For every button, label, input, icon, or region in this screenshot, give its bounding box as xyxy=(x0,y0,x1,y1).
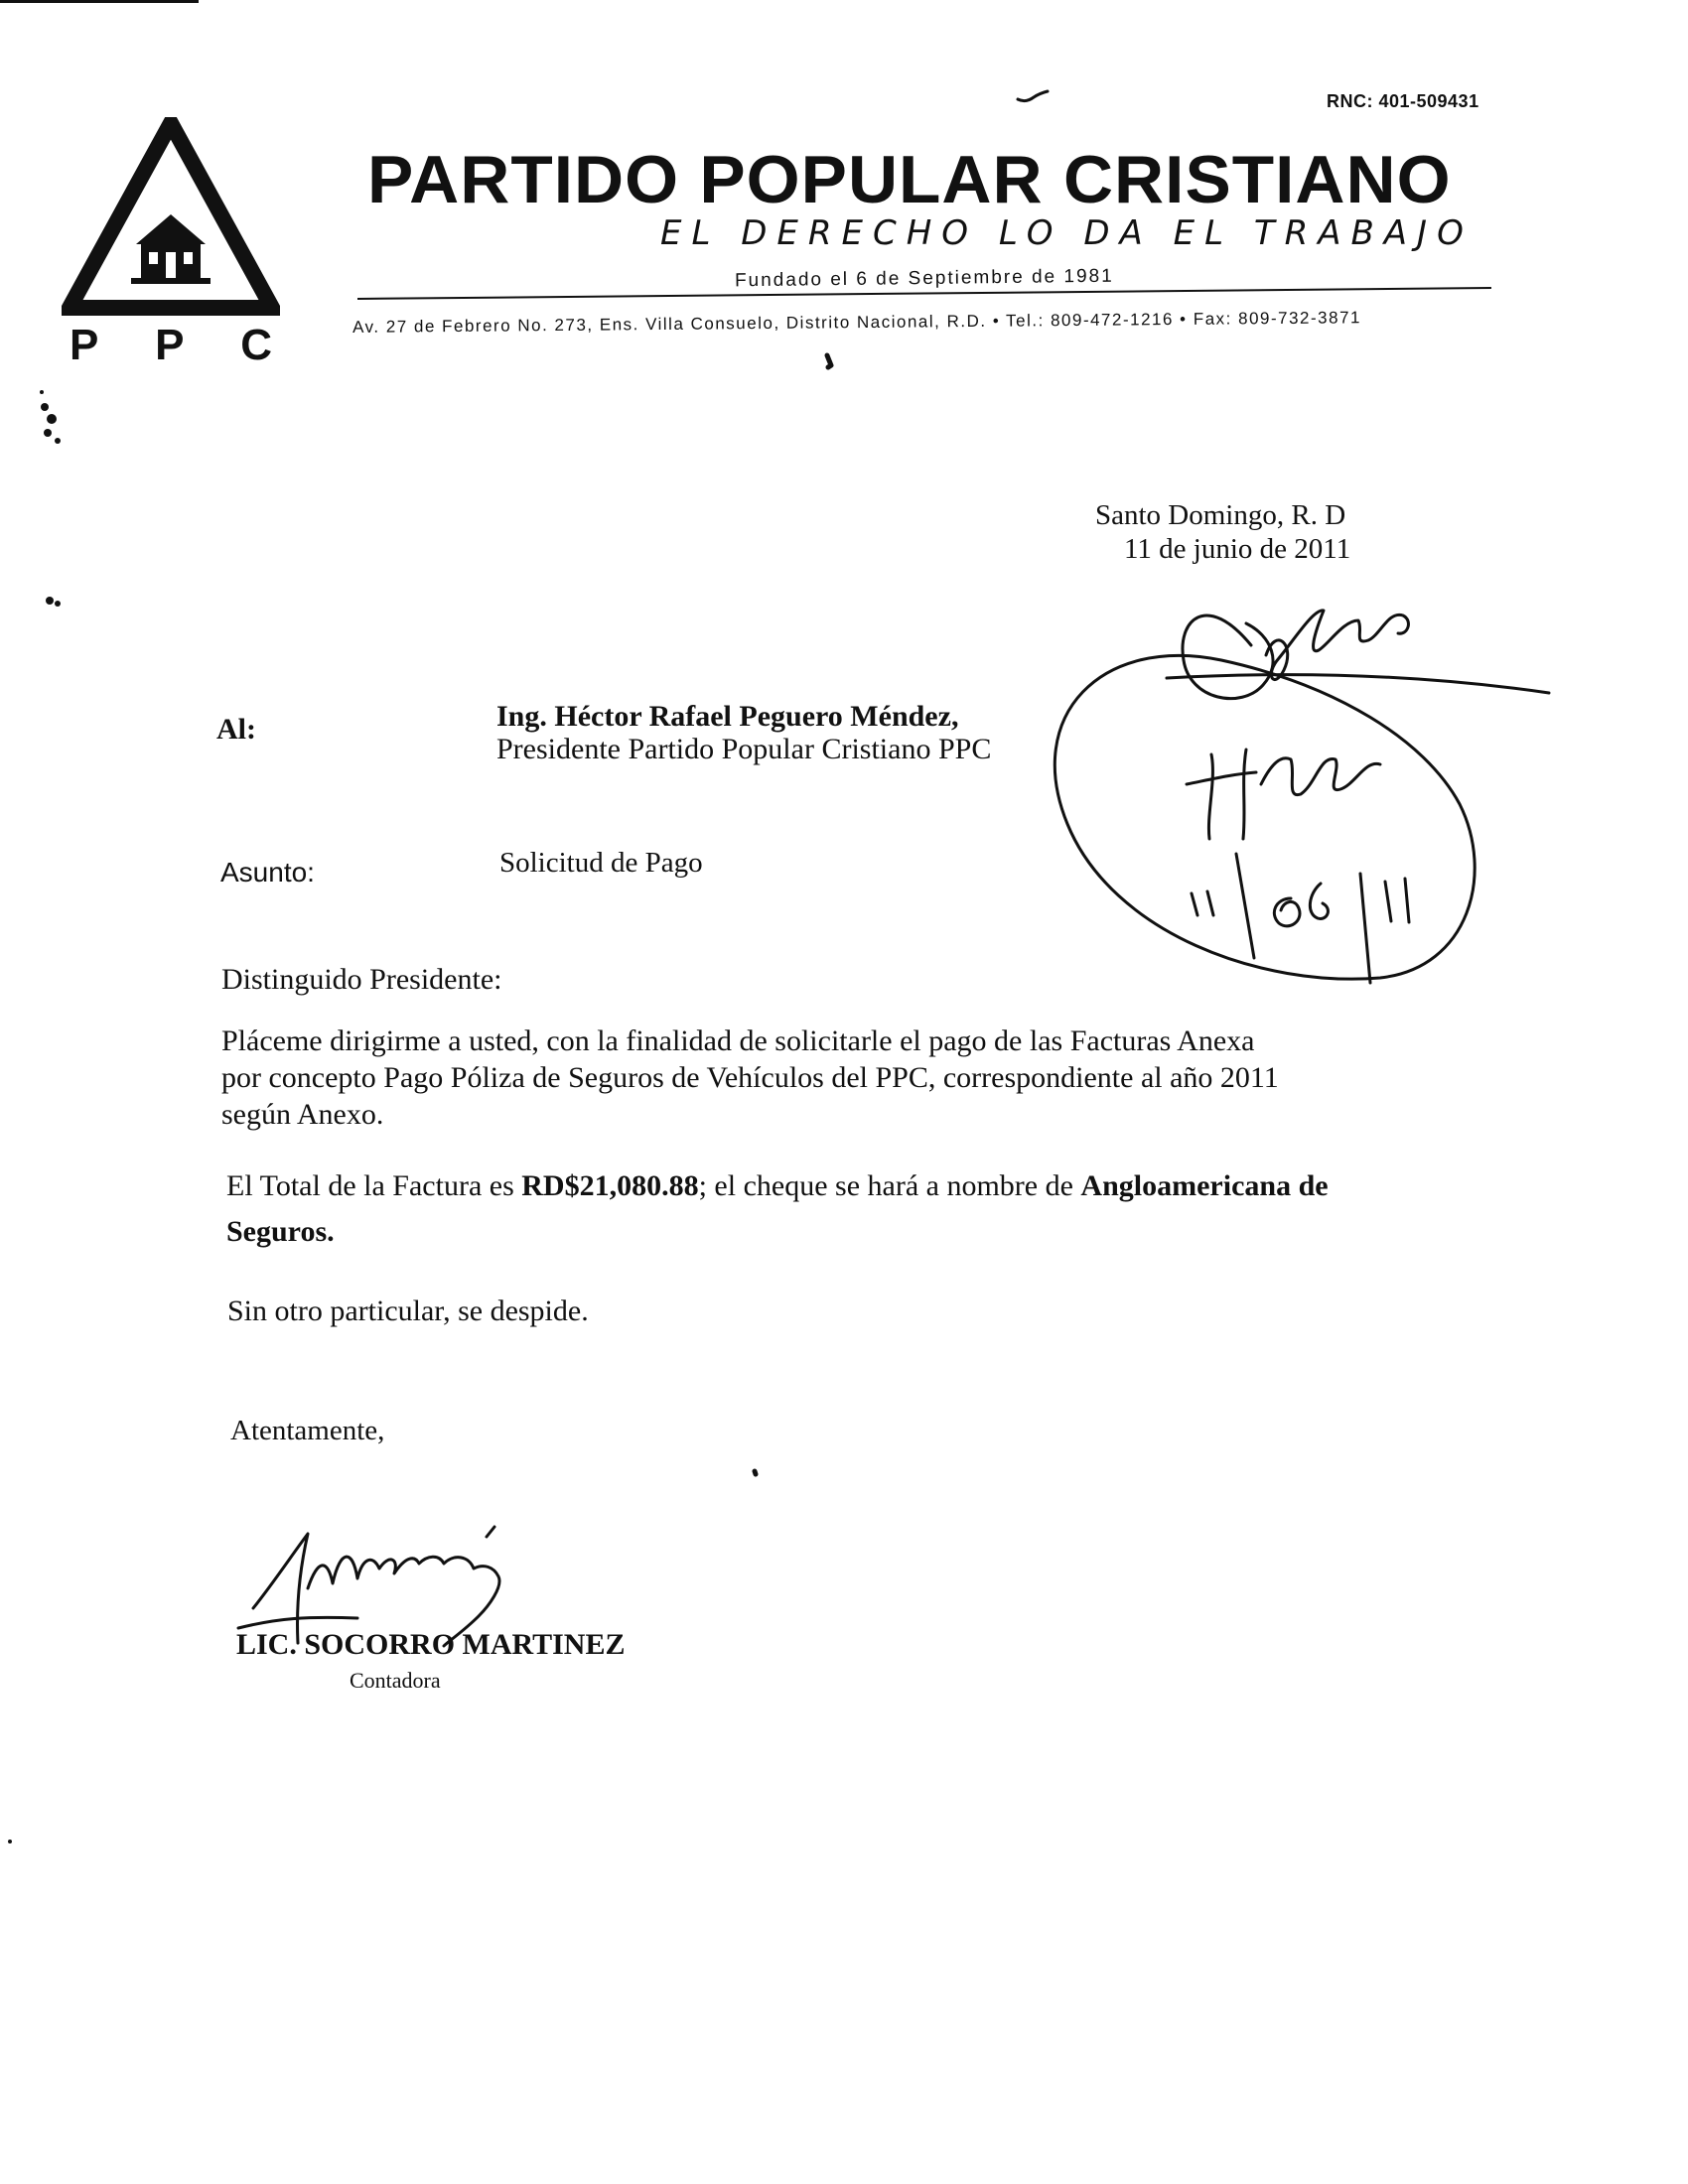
recipient-title: Presidente Partido Popular Cristiano PPC xyxy=(496,733,992,765)
total-paragraph xyxy=(226,1163,1418,1255)
subject-text: Solicitud de Pago xyxy=(499,847,703,879)
reception-signature-2 xyxy=(1187,750,1380,839)
rnc-number: RNC: 401-509431 xyxy=(1327,91,1479,111)
total-prefix: El Total de la Factura es xyxy=(226,1169,522,1202)
subject-label: Asunto: xyxy=(220,857,315,887)
founded-date: Fundado el 6 de Septiembre de 1981 xyxy=(734,265,1114,292)
author-signature-accent xyxy=(487,1527,494,1537)
contact-address: Av. 27 de Febrero No. 273, Ens. Villa Consuelo, Distrito Nacional, R.D. • Tel.: 809-472-1216 • Fax: 809-732-3871 xyxy=(352,308,1362,337)
author-signature-initial xyxy=(238,1534,357,1643)
scan-edge-line xyxy=(0,0,199,3)
body-paragraph xyxy=(221,1023,1393,1133)
regards: Atentamente, xyxy=(230,1415,385,1446)
initials-circle xyxy=(1183,615,1273,699)
signer-role: Contadora xyxy=(350,1668,441,1693)
salutation: Distinguido Presidente: xyxy=(221,963,502,996)
party-name: PARTIDO POPULAR CRISTIANO xyxy=(367,142,1452,217)
body-line: Pláceme dirigirme a usted, con la finalidad de solicitarle el pago de las Facturas Anexa xyxy=(221,1024,1255,1057)
total-middle: ; el cheque se hará a nombre de xyxy=(698,1169,1081,1202)
pen-speck xyxy=(827,355,831,367)
closing-line: Sin otro particular, se despide. xyxy=(227,1295,589,1327)
pen-dot xyxy=(755,1471,756,1474)
recipient-name: Ing. Héctor Rafael Peguero Méndez, xyxy=(496,700,959,733)
house-icon xyxy=(131,214,211,284)
total-amount: RD$21,080.88 xyxy=(521,1169,699,1202)
payee-name: Angloamericana de Seguros. xyxy=(226,1169,1329,1248)
body-line: por concepto Pago Póliza de Seguros de Vehículos del PPC, correspondiente al año 2011 xyxy=(221,1061,1279,1094)
logo-letters: PPC xyxy=(70,321,272,365)
date-digit-11 xyxy=(1192,891,1213,915)
signer-name: LIC. SOCORRO MARTINEZ xyxy=(236,1628,626,1661)
ppc-triangle-logo xyxy=(62,117,280,365)
body-line: según Anexo. xyxy=(221,1098,384,1131)
letter-date: 11 de junio de 2011 xyxy=(1124,533,1351,565)
date-digit-11b xyxy=(1360,874,1409,983)
date-slash xyxy=(1236,854,1254,958)
scan-specks xyxy=(8,390,61,1843)
received-ellipse xyxy=(1055,655,1475,979)
to-label: Al: xyxy=(216,713,256,746)
date-digit-06 xyxy=(1274,884,1328,926)
letter-place: Santo Domingo, R. D xyxy=(1095,499,1346,531)
received-stroke xyxy=(1167,675,1549,693)
reception-signature xyxy=(1266,611,1408,680)
party-motto: EL DERECHO LO DA EL TRABAJO xyxy=(660,213,1474,253)
pen-mark xyxy=(1018,91,1048,101)
